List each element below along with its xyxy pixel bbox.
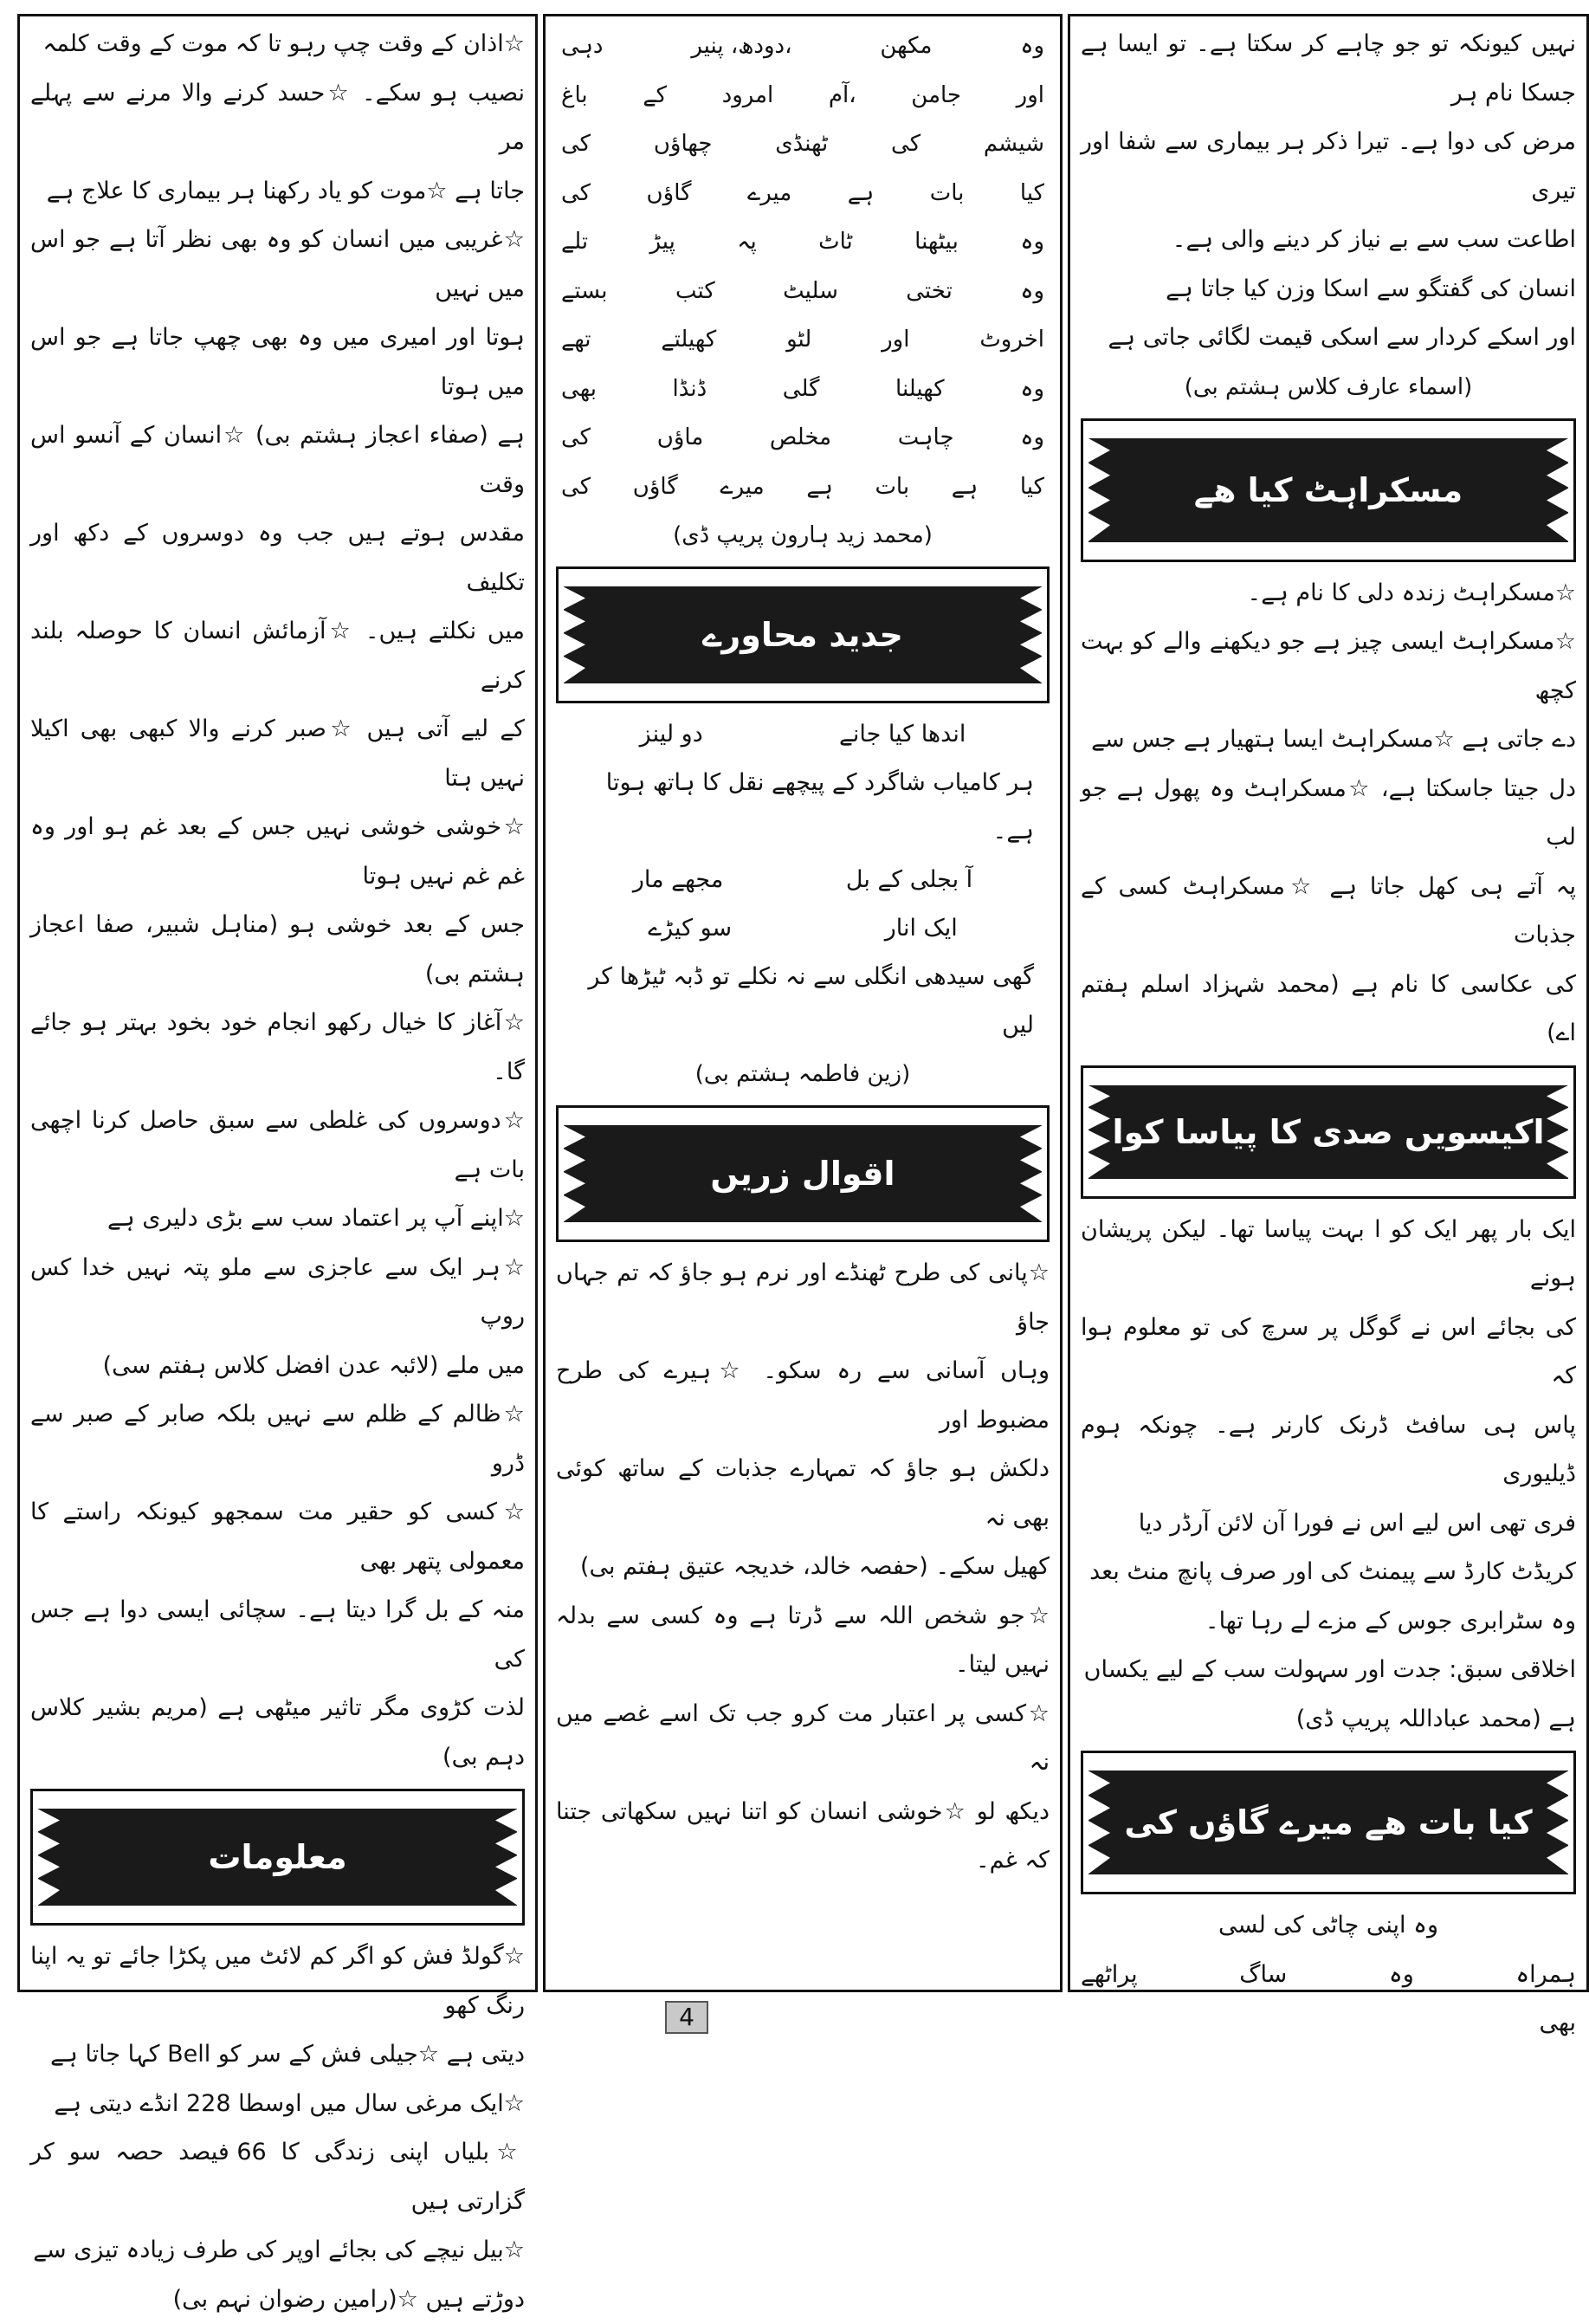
poem-word: کھیلتے (661, 315, 716, 365)
poem-word: بھی (561, 365, 597, 414)
poem-word: اخروٹ (979, 315, 1044, 365)
poem-word: ٹاٹ (818, 217, 853, 267)
poem-line (561, 169, 1044, 218)
text-line: ☆خوشی خوشی نہیں جس کے بعد غم ہو اور وہ غم غم نہیں ہوتا (20, 803, 535, 901)
poem-word: ماؤں (657, 413, 704, 463)
poem-word: امرود (722, 71, 774, 120)
poem-word: کی (561, 463, 591, 512)
text-line: ہوتا اور امیری میں وہ بھی چھپ جاتا ہے جو اس میں ہوتا (20, 314, 535, 411)
poem-line (561, 365, 1044, 414)
text-line: ☆پانی کی طرح ٹھنڈے اور نرم ہو جاؤ کہ تم جہاں جاؤ (546, 1249, 1060, 1347)
village-poem (546, 16, 1060, 511)
page-number: 4 (665, 2001, 708, 2034)
poem-line (561, 315, 1044, 365)
text-line: ہے (صفاء اعجاز ہشتم بی) ☆انسان کے آنسو اس وقت (20, 411, 535, 509)
heading-frame-village (1081, 1751, 1576, 1894)
text-line: دل جیتا جاسکتا ہے، ☆مسکراہٹ وہ پھول ہے جو لب (1070, 765, 1586, 863)
poem-word: سلیٹ (783, 267, 838, 316)
heading-idioms-text: جدید محاورے (702, 616, 903, 654)
poem-word: شیشم (984, 120, 1044, 169)
poem-line (561, 413, 1044, 463)
poem-word: گاؤں (647, 169, 692, 218)
poem-line (561, 120, 1044, 169)
idiom-row (546, 953, 1060, 1050)
poem-word: تلے (561, 217, 588, 267)
poem-word: چاہت (898, 413, 954, 463)
text-line: ہے (محمد عباداللہ پریپ ڈی) (1070, 1695, 1586, 1745)
idiom-part: مجھے مار (633, 856, 723, 904)
heading-crow-text: اکیسویں صدی کا پیاسا کوا (1113, 1113, 1545, 1151)
text-line: میں نکلتے ہیں۔ ☆آزمائش انسان کا حوصلہ بلند کرنے (20, 607, 535, 705)
poem-word: بات (875, 463, 909, 512)
text-line: ☆جو شخص اللہ سے ڈرتا ہے وہ کسی سے بدلہ نہیں لیتا۔ (546, 1592, 1060, 1690)
heading-idioms (564, 586, 1042, 683)
poem-word: ہے (806, 463, 832, 512)
heading-frame-info (30, 1789, 525, 1926)
poem-line (561, 71, 1044, 120)
text-line: ☆اذان کے وقت چپ رہو تا کہ موت کے وقت کلمہ (20, 20, 535, 69)
poem-line (561, 267, 1044, 316)
text-line: پہ آتے ہی کھل جاتا ہے ☆مسکراہٹ کسی کے جذبات (1070, 863, 1586, 961)
poem-word: چھاؤں (654, 120, 713, 169)
text-line: لذت کڑوی مگر تاثیر میٹھی ہے (مریم بشیر کلاس دہم بی) (20, 1684, 535, 1782)
text-line: مرض کی دوا ہے۔ تیرا ذکر ہر بیماری سے شفا اور تیری (1070, 118, 1586, 216)
quotes-paragraph (546, 1249, 1060, 1886)
poem-word: وہ (1020, 413, 1044, 463)
text-line: ☆مسکراہٹ زندہ دلی کا نام ہے۔ (1070, 569, 1586, 618)
idiom-row (546, 904, 1060, 953)
text-line: ☆بیل نیچے کی بجائے اوپر کی طرف زیادہ تیزی سے (20, 2226, 535, 2275)
poem-word: کیا (1020, 169, 1044, 218)
text-line: ☆ایک مرغی سال میں اوسطا 228 انڈے دیتی ہے (20, 2080, 535, 2129)
poem-word: گلی (783, 365, 820, 414)
poem-credit: (محمد زید ہارون پریپ ڈی) (546, 511, 1060, 560)
idiom-part: آ بجلی کے بل (846, 856, 972, 904)
poem-word: کی (561, 120, 591, 169)
smile-paragraph (1070, 569, 1586, 1058)
poem-word: میرے (747, 169, 791, 218)
heading-frame-crow (1081, 1065, 1576, 1199)
poem-word: بات (930, 169, 965, 218)
intro-paragraph (1070, 16, 1586, 363)
poem-word: میرے (720, 463, 764, 512)
text-line: اطاعت سب سے بے نیاز کر دینے والی ہے۔ (1070, 216, 1586, 265)
text-line: اور اسکے کردار سے اسکی قیمت لگائی جاتی ہے (1070, 314, 1586, 363)
text-line: دیتی ہے ☆جیلی فش کے سر کو Bell کہا جاتا ہے (20, 2030, 535, 2080)
text-line: ☆کسی کو حقیر مت سمجھو کیونکہ راستے کا معمولی پتھر بھی (20, 1488, 535, 1586)
text-line: وہ سٹرابری جوس کے مزے لے رہا تھا۔ (1070, 1597, 1586, 1647)
text-line: ☆گولڈ فش کو اگر کم لائٹ میں پکڑا جائے تو یہ اپنا رنگ کھو (20, 1932, 535, 2030)
heading-info-text: معلومات (208, 1838, 346, 1876)
left-column (17, 14, 538, 1992)
poem-word: اور (1017, 71, 1044, 120)
poem-word: پیڑ (649, 217, 675, 267)
text-line: میں ملے (لائبہ عدن افضل کلاس ہفتم سی) (20, 1342, 535, 1391)
text-line: ☆بلیاں اپنی زندگی کا 66 فیصد حصہ سو کر گزارتی ہیں (20, 2128, 535, 2226)
poem-word: بیٹھنا (914, 217, 959, 267)
idioms-list (546, 710, 1060, 1050)
text-line: دے جاتی ہے ☆مسکراہٹ ایسا ہتھیار ہے جس سے (1070, 715, 1586, 765)
text-line: ☆غریبی میں انسان کو وہ بھی نظر آتا ہے جو اس میں نہیں (20, 216, 535, 314)
text-line: نہیں کیونکہ تو جو چاہے کر سکتا ہے۔ تو ایسا ہے جسکا نام ہر (1070, 20, 1586, 118)
intro-credit: (اسماء عارف کلاس ہشتم بی) (1070, 363, 1586, 411)
text-line: جاتا ہے ☆موت کو یاد رکھنا ہر بیماری کا علاج ہے (20, 167, 535, 217)
poem-word: ،دودھ، پنیر (691, 22, 791, 71)
idioms-credit: (زین فاطمہ ہشتم بی) (546, 1050, 1060, 1098)
poem-line (561, 22, 1044, 71)
text-line: جس کے بعد خوشی ہو (مناہل شبیر، صفا اعجاز ہشتم بی) (20, 901, 535, 999)
poem-word: ہے (952, 463, 978, 512)
heading-crow (1088, 1085, 1568, 1179)
idiom-part: ہر کامیاب شاگرد کے پیچھے نقل کا ہاتھ ہوتا ہے۔ (572, 759, 1034, 856)
poem-word: جامن (911, 71, 961, 120)
poem-word: تختی (906, 267, 953, 316)
idiom-part: ایک انار (885, 904, 958, 953)
poem-word: بستے (561, 267, 608, 316)
heading-quotes (564, 1125, 1042, 1222)
poem-word: مخلص (770, 413, 831, 463)
poem-word: دہی (561, 22, 603, 71)
poem-line (561, 217, 1044, 267)
idiom-part: سو کیڑے (648, 904, 732, 953)
text-line: ☆مسکراہٹ ایسی چیز ہے جو دیکھنے والے کو بہت کچھ (1070, 618, 1586, 715)
poem-word: کی (891, 120, 920, 169)
heading-smile (1088, 438, 1568, 542)
village-poem-start (1070, 1901, 1586, 2049)
text-line: ایک بار پھر ایک کو ا بہت پیاسا تھا۔ لیکن پریشان ہونے (1070, 1206, 1586, 1304)
idiom-row (546, 856, 1060, 904)
poem-word: باغ (561, 71, 588, 120)
text-line: دیکھ لو ☆خوشی انسان کو اتنا نہیں سکھاتی جتنا کہ غم۔ (546, 1788, 1060, 1886)
poem-word: وہ (1020, 267, 1044, 316)
text-line: فری تھی اس لیے اس نے فورا آن لائن آرڈر دیا (1070, 1499, 1586, 1549)
heading-village (1088, 1771, 1568, 1874)
text-line: پاس ہی سافٹ ڈرنک کارنر ہے۔ چونکہ ہوم ڈیلیوری (1070, 1402, 1586, 1499)
poem-word: ڈنڈا (673, 365, 707, 414)
heading-frame-smile (1081, 418, 1576, 562)
text-line: اخلاقی سبق: جدت اور سہولت سب کے لیے یکساں (1070, 1646, 1586, 1695)
text-line: وہاں آسانی سے رہ سکو۔ ☆ہیرے کی طرح مضبوط اور (546, 1347, 1060, 1445)
poem-word: گاؤں (633, 463, 678, 512)
poem-word: لٹو (786, 315, 811, 365)
text-line: ☆اپنے آپ پر اعتماد سب سے بڑی دلیری ہے (20, 1194, 535, 1244)
text-line: دلکش ہو جاؤ کہ تمہارے جذبات کے ساتھ کوئی بھی نہ (546, 1445, 1060, 1543)
poem-line: وہ اپنی چاٹی کی لسی (1070, 1901, 1586, 1951)
text-line: کے لیے آتی ہیں ☆صبر کرنے والا کبھی بھی اکیلا نہیں ہتا (20, 705, 535, 803)
text-line: کھیل سکے۔ (حفصہ خالد، خدیجہ عتیق ہفتم بی) (546, 1543, 1060, 1592)
right-column (1068, 14, 1589, 1992)
heading-frame-quotes (556, 1105, 1050, 1242)
poem-word: کے (643, 71, 667, 120)
middle-column (543, 14, 1063, 1992)
heading-village-text: کیا بات ھے میرے گاؤں کی (1124, 1803, 1532, 1842)
idiom-row (546, 759, 1060, 856)
text-line: کی عکاسی کا نام ہے (محمد شہزاد اسلم ہفتم اے) (1070, 961, 1586, 1058)
poem-word: کھیلنا (895, 365, 945, 414)
poem-word: اور (882, 315, 909, 365)
heading-smile-text: مسکراہٹ کیا ھے (1194, 471, 1463, 509)
poem-line (561, 463, 1044, 512)
sayings-paragraph (20, 16, 535, 1782)
text-line: منہ کے بل گرا دیتا ہے۔ سچائی ایسی دوا ہے جس کی (20, 1586, 535, 1684)
poem-word: کی (561, 169, 591, 218)
poem-word: مکھن (880, 22, 932, 71)
text-line: ☆ہر ایک سے عاجزی سے ملو پتہ نہیں خدا کس روپ (20, 1244, 535, 1342)
poem-word: ہے (848, 169, 874, 218)
text-line: ☆دوسروں کی غلطی سے سبق حاصل کرنا اچھی بات ہے (20, 1097, 535, 1194)
poem-word: وہ (1020, 22, 1044, 71)
poem-line: ہمراہ وہ ساگ پراٹھے بھی (1070, 1951, 1586, 2049)
heading-frame-idioms (556, 566, 1050, 703)
poem-word: ٹھنڈی (775, 120, 828, 169)
heading-info (38, 1809, 517, 1906)
idiom-part: اندھا کیا جانے (839, 710, 966, 759)
idiom-row (546, 710, 1060, 759)
text-line: ☆ظالم کے ظلم سے نہیں بلکہ صابر کے صبر سے ڈرو (20, 1390, 535, 1488)
text-line: کی بجائے اس نے گوگل پر سرچ کی تو معلوم ہوا کہ (1070, 1304, 1586, 1402)
poem-word: کی (561, 413, 591, 463)
idiom-part: گھی سیدھی انگلی سے نہ نکلے تو ڈبہ ٹیڑھا کر لیں (572, 953, 1034, 1050)
info-paragraph (20, 1932, 535, 2324)
poem-word: وہ (1020, 365, 1044, 414)
poem-word: تھے (561, 315, 591, 365)
idiom-part: دو لینز (640, 710, 703, 759)
text-line: ☆آغاز کا خیال رکھو انجام خود بخود بہتر ہو جائے گا۔ (20, 999, 535, 1097)
text-line: نصیب ہو سکے۔ ☆حسد کرنے والا مرنے سے پہلے مر (20, 69, 535, 167)
poem-word: کتب (675, 267, 715, 316)
poem-word: ،آم (829, 71, 856, 120)
poem-word: وہ (1020, 217, 1044, 267)
poem-word: پہ (737, 217, 756, 267)
poem-word: کیا (1020, 463, 1044, 512)
newspaper-page (9, 7, 1580, 1999)
crow-story (1070, 1206, 1586, 1745)
text-line: ☆کسی پر اعتبار مت کرو جب تک اسے غصے میں نہ (546, 1690, 1060, 1788)
text-line: انسان کی گفتگو سے اسکا وزن کیا جاتا ہے (1070, 265, 1586, 314)
text-line: کریڈٹ کارڈ سے پیمنٹ کی اور صرف پانچ منٹ بعد (1070, 1548, 1586, 1597)
text-line: مقدس ہوتے ہیں جب وہ دوسروں کے دکھ اور تکلیف (20, 509, 535, 607)
text-line: دوڑتے ہیں ☆(رامین رضوان نہم بی) (20, 2275, 535, 2324)
heading-quotes-text: اقوال زریں (710, 1155, 895, 1193)
